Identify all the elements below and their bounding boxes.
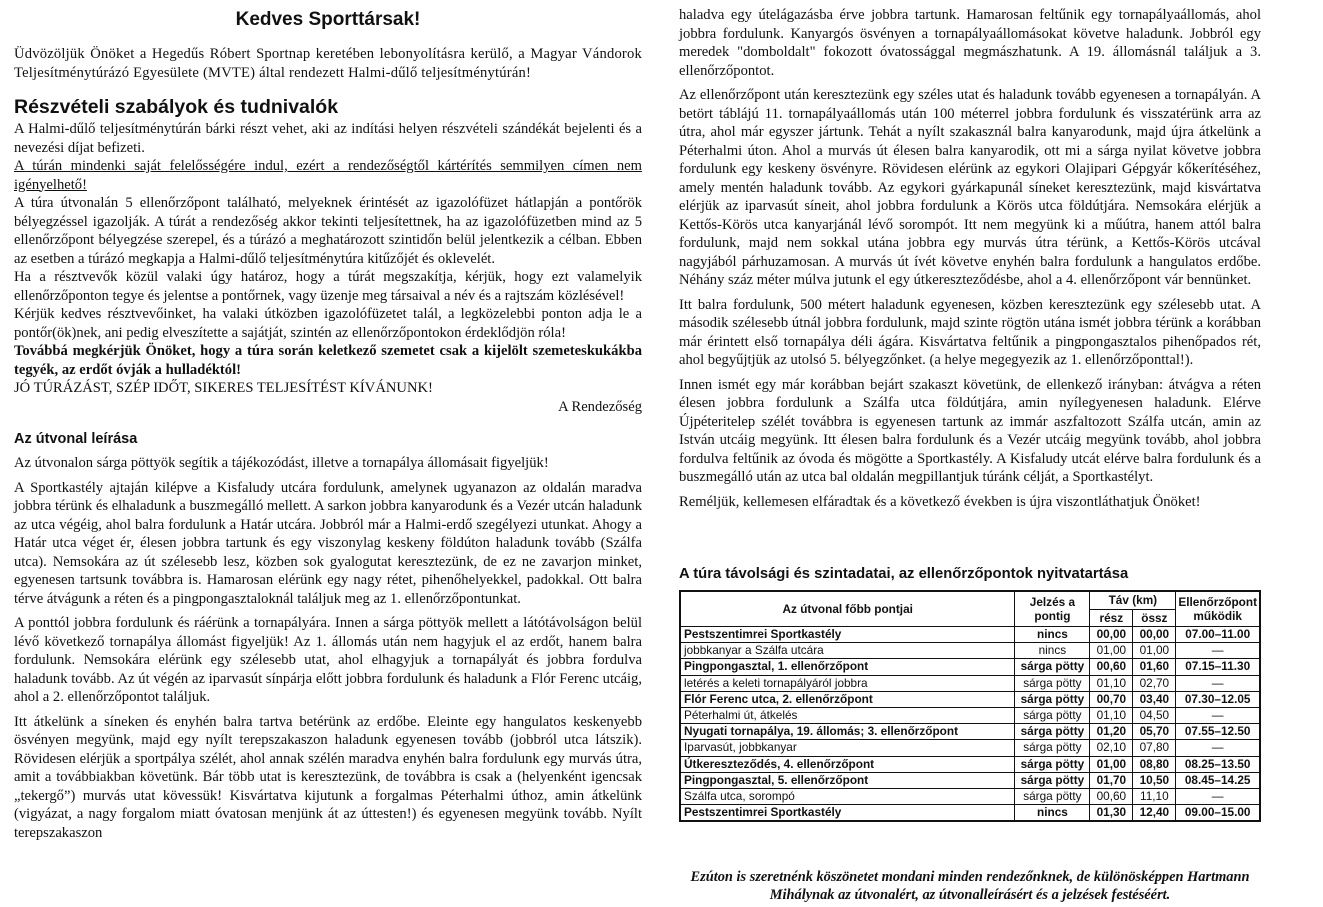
table-title: A túra távolsági és szintadatai, az ellenőrzőpontok nyitvatartása xyxy=(679,566,1129,582)
row-checkpoint-hours: — xyxy=(1176,740,1260,756)
row-part-distance: 01,00 xyxy=(1090,643,1133,659)
row-checkpoint-hours: 08.25–13.50 xyxy=(1176,756,1260,772)
rules-p4: Ha a résztvevők közül valaki úgy határoz, hogy a túrát megszakítja, kérjük, hogy ezt valamelyik ellenőrzőponton tegye és jelentse a pontőrnek, vagy üzenje meg társaival a név és a rajtszám közlésével! xyxy=(14,269,642,304)
row-point-name: Szálfa utca, sorompó xyxy=(680,788,1015,804)
row-mark: sárga pötty xyxy=(1015,659,1090,675)
table-row xyxy=(680,707,1260,723)
row-mark: sárga pötty xyxy=(1015,772,1090,788)
row-point-name: Pingpongasztal, 1. ellenőrzőpont xyxy=(680,659,1015,675)
row-checkpoint-hours: — xyxy=(1176,643,1260,659)
route-p7: Reméljük, kellemesen elfáradtak és a következő években is újra viszontláthatjuk Önöket! xyxy=(679,493,1201,510)
col-header-total: össz xyxy=(1133,609,1176,626)
row-mark: sárga pötty xyxy=(1015,707,1090,723)
col-header-points: Az útvonal főbb pontjai xyxy=(680,591,1015,627)
intro-paragraph: Üdvözöljük Önöket a Hegedűs Róbert Sportnap keretében lebonyolításra kerülő, a Magyar Vándorok Teljesítménytúrázó Egyesülete (MVTE) által rendezett Halmi-dűlő teljesítménytúrán! xyxy=(14,46,642,81)
table-row xyxy=(680,724,1260,740)
thanks-note: Ezúton is szeretnénk köszönetet mondani minden rendezőnknek, de különösképpen Hartmann Mihálynak az útvonalért, az útvonalleírásért és a jelzések festéséért. xyxy=(690,869,1250,903)
row-checkpoint-hours: — xyxy=(1176,707,1260,723)
table-row xyxy=(680,805,1260,822)
row-point-name: Iparvasút, jobbkanyar xyxy=(680,740,1015,756)
rules-p6: Továbbá megkérjük Önöket, hogy a túra során keletkező szemetet csak a kijelölt szemeteskukákba tegyék, az erdőt óvják a hulladéktól! xyxy=(14,343,642,378)
row-part-distance: 00,60 xyxy=(1090,788,1133,804)
route-p5: Itt balra fordulunk, 500 métert haladunk egyenesen, közben keresztezünk egy szélesebb utat. A második szélesebb útnál jobbra fordulunk, majd szinte rögtön utána ismét jobbra térünk a korábban már érintett első tornapálya déli ágára. Kisvártatva feltűnik a pingpongasztalos pihenőpados rét, ahol begyűjtjük az utolsó 5. bélyegzőnket. (a helye megegyezik az 1. ellenőrzőponttal!). xyxy=(679,296,1261,368)
table-row xyxy=(680,740,1260,756)
row-checkpoint-hours: — xyxy=(1176,788,1260,804)
route-p2: A ponttól jobbra fordulunk és ráérünk a tornapályára. Innen a sárga pöttyök mellett a látótávolságon belül lévő következő tornapálya állomást figyeljük! Az 1. állomás után nem hagyjuk el az erdőt, hanem balra fordulunk. Nemsokára elérünk egy szélesebb utat, ahol elhagyjuk a tornapályát és jobbra fordulva haladunk tovább. Az út végén az iparvasút sínpárja előtt jobbra fordulunk és haladunk a Flór Ferenc utcáig, ahol a 2. ellenőrzőpontot találjuk. xyxy=(14,615,642,705)
page-title: Kedves Sporttársak! xyxy=(235,9,421,30)
row-point-name: Péterhalmi út, átkelés xyxy=(680,707,1015,723)
table-row xyxy=(680,659,1260,675)
row-point-name: letérés a keleti tornapályáról jobbra xyxy=(680,675,1015,691)
route-p4: Az ellenőrzőpont után keresztezünk egy széles utat és haladunk tovább egyenesen a tornapályán. A betört táblájú 11. tornapályaállomás után 100 méterrel jobbra fordulunk és visszatérünk arra az útra, ahol már egyszer jártunk. Tehát a nyílt szakasznál balra kanyarodunk, majd újra átkelünk a Péterhalmi úton. Ahol a murvás út élesen balra kanyarodik, ott mi a sárga nyilat követve jobbra fordulunk egy keskeny ösvényre. Rövidesen elérünk az egykori Olajipari Gépgyár kőkerítéséhez, amely mentén haladunk tovább. Az egykori gyárkapunál síneket keresztezünk, majd kisvártatva elérjük az iparvasút síneit, ahol jobbra fordulunk a Körös utca földútjára. Nemsokára elérjük a Kettős-Körös utca kanyarjánál lévő sorompót. Itt nem megyünk ki a műútra, hanem attól balra fordulunk, majd nem sokkal utána jobbra egy murvás útra térünk, a Kettős-Körös utcával nagyjából párhuzamosan. A murvás út ívét követve enyhén balra fordulunk a hangulatos erdőbe. Néhány száz méter múlva jutunk el egy útkereszteződésbe, ahol a 4. ellenőrzőpont vár bennünket. xyxy=(679,87,1261,288)
row-checkpoint-hours: 07.15–11.30 xyxy=(1176,659,1260,675)
row-mark: sárga pötty xyxy=(1015,724,1090,740)
row-mark: sárga pötty xyxy=(1015,756,1090,772)
table-row xyxy=(680,772,1260,788)
route-heading: Az útvonal leírása xyxy=(14,431,138,447)
row-checkpoint-hours: — xyxy=(1176,675,1260,691)
row-mark: nincs xyxy=(1015,643,1090,659)
row-point-name: Pestszentimrei Sportkastély xyxy=(680,805,1015,822)
row-part-distance: 00,00 xyxy=(1090,627,1133,643)
row-total-distance: 11,10 xyxy=(1133,788,1176,804)
row-part-distance: 00,70 xyxy=(1090,691,1133,707)
route-p0: Az útvonalon sárga pöttyök segítik a tájékozódást, illetve a tornapálya állomásait figyeljük! xyxy=(14,455,549,471)
table-row xyxy=(680,627,1260,643)
row-checkpoint-hours: 08.45–14.25 xyxy=(1176,772,1260,788)
route-p3: Itt átkelünk a síneken és enyhén balra tartva betérünk az erdőbe. Eleinte egy hangulatos keskenyebb ösvényen megyünk, majd egy nyílt terepszakaszon haladunk egyenesen tovább (jobbról utca látszik). Rövidesen elérjük a sportpálya szélét, ahol annak szélén maradva enyhén balra fordulunk egy murvás útra, amit a továbbiakban követünk. Bár több utat is keresztezünk, de továbbra is csak a (helyenként igencsak „tekergő”) murvás utat kövessük! Kisvártatva kijutunk a forgalmas Péterhalmi úthoz, amin átkelünk (vigyázat, a nagy forgalom miatt óvatosan menjünk át az úttesten!) és egyenesen megyünk tovább. Nyílt terepszakaszon xyxy=(14,713,642,841)
row-part-distance: 01,00 xyxy=(1090,756,1133,772)
right-column xyxy=(679,0,1261,907)
rules-p5: Kérjük kedves résztvevőinket, ha valaki útközben igazolófüzetet talál, a legközelebbi ponton adja le a pontőr(ök)nek, ani pedig elveszítette a sajátját, szintén az ellenőrzőpontokon érdeklődjön róla! xyxy=(14,306,642,341)
rules-heading: Részvételi szabályok és tudnivalók xyxy=(14,96,339,118)
left-column xyxy=(14,0,642,842)
row-point-name: jobbkanyar a Szálfa utcára xyxy=(680,643,1015,659)
row-total-distance: 03,40 xyxy=(1133,691,1176,707)
row-point-name: Útkereszteződés, 4. ellenőrzőpont xyxy=(680,756,1015,772)
route-data-table xyxy=(679,590,1261,822)
row-point-name: Flór Ferenc utca, 2. ellenőrzőpont xyxy=(680,691,1015,707)
row-part-distance: 01,20 xyxy=(1090,724,1133,740)
row-total-distance: 08,80 xyxy=(1133,756,1176,772)
row-checkpoint-hours: 07.30–12.05 xyxy=(1176,691,1260,707)
col-header-part: rész xyxy=(1090,609,1133,626)
row-total-distance: 00,00 xyxy=(1133,627,1176,643)
row-part-distance: 01,70 xyxy=(1090,772,1133,788)
rules-p7: JÓ TÚRÁZÁST, SZÉP IDŐT, SIKERES TELJESÍTÉST KÍVÁNUNK! xyxy=(14,380,433,396)
table-row xyxy=(680,788,1260,804)
table-row xyxy=(680,691,1260,707)
row-total-distance: 12,40 xyxy=(1133,805,1176,822)
row-mark: nincs xyxy=(1015,627,1090,643)
route-p1: A Sportkastély ajtaján kilépve a Kisfaludy utcára fordulunk, amelynek ugyanazon az oldalán maradva jobbra térünk és elhaladunk a buszmegálló mellett. A sarkon jobbra kanyarodunk és a Vezér utcán haladunk az utca végéig, ahol balra fordulunk a Határ utcára. Jobbról már a Halmi-erdő szegélyezi utunkat. Ahogy a Határ utca véget ér, élesen jobbra tartunk és egy viszonylag keskeny földúton haladunk tovább (Szálfa utca). Nemsokára az út szélesebb lesz, közben sok gyalogutat keresztezünk, de ez ne zavarjon minket, egyenesen tartsunk továbbra is. Hamarosan elérünk egy nagy rétet, pihenőhelyekkel, padokkal. Ott balra térve átvágunk a réten és a pingpongasztaloknál találjuk meg az 1. ellenőrzőpontunkat. xyxy=(14,479,642,607)
table-row xyxy=(680,643,1260,659)
row-total-distance: 01,60 xyxy=(1133,659,1176,675)
col-header-distance: Táv (km) xyxy=(1090,591,1176,609)
row-total-distance: 02,70 xyxy=(1133,675,1176,691)
row-part-distance: 01,10 xyxy=(1090,675,1133,691)
row-point-name: Nyugati tornapálya, 19. állomás; 3. ellenőrzőpont xyxy=(680,724,1015,740)
row-mark: sárga pötty xyxy=(1015,788,1090,804)
table-row xyxy=(680,756,1260,772)
col-header-checkpoint: Ellenőrzőpont működik xyxy=(1176,591,1260,627)
row-part-distance: 01,10 xyxy=(1090,707,1133,723)
row-total-distance: 10,50 xyxy=(1133,772,1176,788)
row-mark: sárga pötty xyxy=(1015,675,1090,691)
row-mark: nincs xyxy=(1015,805,1090,822)
table-row xyxy=(680,675,1260,691)
signature: A Rendezőség xyxy=(558,398,642,415)
row-checkpoint-hours: 07.00–11.00 xyxy=(1176,627,1260,643)
table-body xyxy=(680,627,1260,822)
row-point-name: Pestszentimrei Sportkastély xyxy=(680,627,1015,643)
row-part-distance: 02,10 xyxy=(1090,740,1133,756)
row-point-name: Pingpongasztal, 5. ellenőrzőpont xyxy=(680,772,1015,788)
row-mark: sárga pötty xyxy=(1015,740,1090,756)
row-checkpoint-hours: 07.55–12.50 xyxy=(1176,724,1260,740)
row-mark: sárga pötty xyxy=(1015,691,1090,707)
row-total-distance: 04,50 xyxy=(1133,707,1176,723)
rules-p2: A túrán mindenki saját felelősségére indul, ezért a rendezőségtől kártérítés semmilyen címen nem igényelhető! xyxy=(14,158,642,193)
route-p3-continued: haladva egy útelágazásba érve jobbra tartunk. Hamarosan feltűnik egy tornapályaállomás, ahol jobbra fordulunk. Kanyargós ösvényen a tornapályaállomásokat követve haladunk. Jobbról egy meredek "domboldalt" fokozott óvatossággal megmászhatunk. A 19. állomásnál találjuk a 3. ellenőrzőpontot. xyxy=(679,7,1261,79)
row-total-distance: 01,00 xyxy=(1133,643,1176,659)
row-checkpoint-hours: 09.00–15.00 xyxy=(1176,805,1260,822)
row-total-distance: 07,80 xyxy=(1133,740,1176,756)
row-part-distance: 00,60 xyxy=(1090,659,1133,675)
route-p6: Innen ismét egy már korábban bejárt szakaszt követünk, de ellenkező irányban: átvágva a réten élesen jobbra fordulunk a Szálfa utca földútjára, amin nyílegyenesen haladunk. Elérve Újpéteritelep szélét továbbra is egyenesen tartunk az immár aszfaltozott Szálfa utcán, amin az István utcáig megyünk. Itt élesen balra fordulunk és a Vezér utcáig megyünk tovább, ahol jobbra fordulva feltűnik az óvoda és mögötte a Sportkastély. A Kisfaludy utcát elérve balra fordulunk és a buszmegálló után az utca bal oldalán megpillantjuk túránk célját, a Sportkastélyt. xyxy=(679,376,1261,485)
rules-p3: A túra útvonalán 5 ellenőrzőpont található, melyeknek érintését az igazolófüzet hátlapján a pontőrök bélyegzéssel igazolják. A túrát a rendezőség akkor tekinti teljesítettnek, ha az igazolófüzetben mind az 5 ellenőrzőpont bélyegzése szerepel, és a túrázó a meghatározott szintidőn belül jelentkezik a célban. Ebben az esetben a túrázó megkapja a Halmi-dűlő teljesítménytúra kitűzőjét és oklevelét. xyxy=(14,195,642,267)
col-header-mark: Jelzés a pontig xyxy=(1015,591,1090,627)
row-total-distance: 05,70 xyxy=(1133,724,1176,740)
rules-p1: A Halmi-dűlő teljesítménytúrán bárki részt vehet, aki az indítási helyen részvételi szándékát bejelenti és a nevezési díjat befizeti. xyxy=(14,121,642,156)
row-part-distance: 01,30 xyxy=(1090,805,1133,822)
